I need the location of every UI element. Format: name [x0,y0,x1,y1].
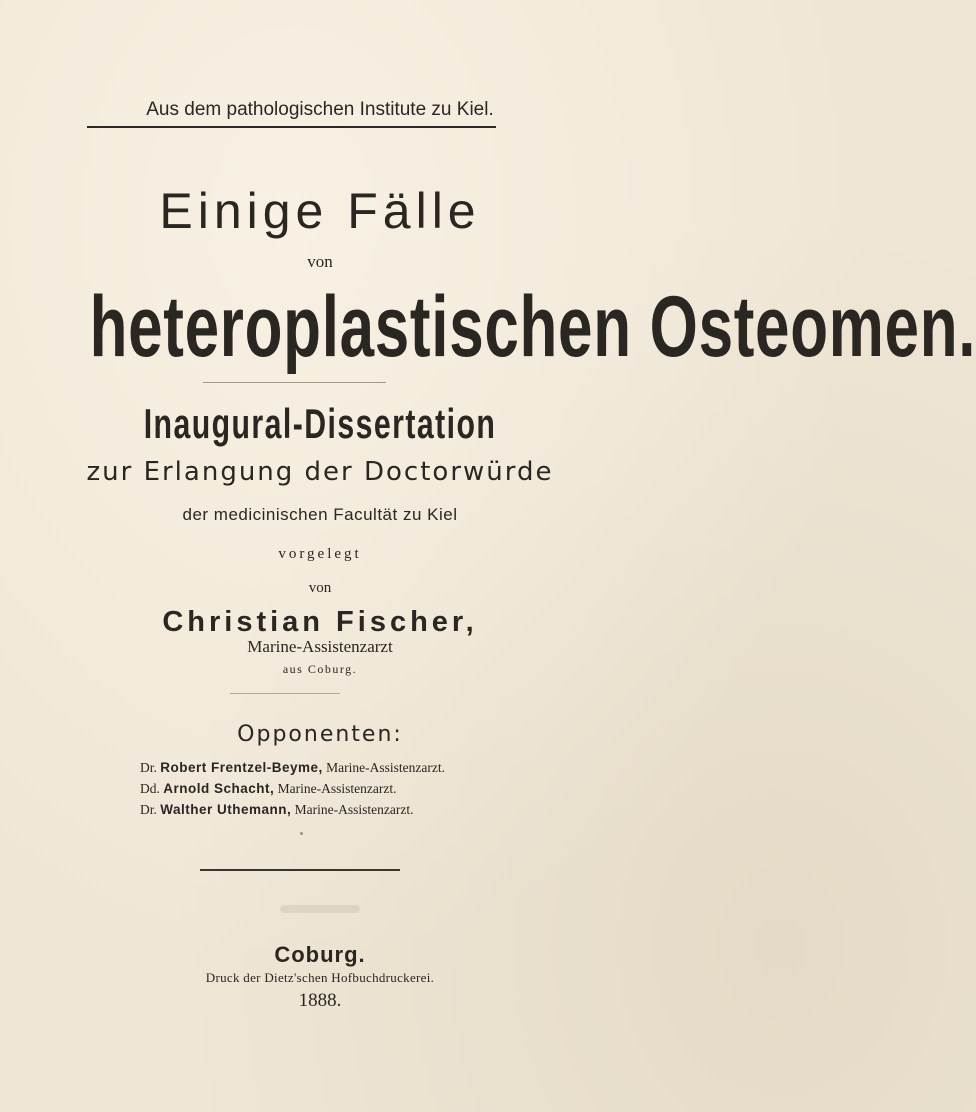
submitted-label: vorgelegt [278,546,362,562]
imprint-rule [200,869,400,871]
opponent-row [140,760,445,776]
imprint-printer: Druck der Dietz'schen Hofbuchdruckerei. [205,970,435,985]
header-underline [87,126,496,128]
opponent-name: Arnold Schacht, [163,781,275,796]
institute-line: Aus dem pathologischen Institute zu Kiel. [146,99,494,120]
opponent-title: Dr. [140,760,157,775]
author-name: Christian Fischer, [162,606,478,638]
opponent-role: Marine-Assistenzarzt. [326,760,446,775]
paper-smudge [280,905,360,913]
paper-spot [300,832,303,835]
author-role: Marine-Assistenzarzt [247,637,393,656]
opponent-name: Robert Frentzel-Beyme, [160,760,323,775]
opponent-title: Dr. [140,802,157,817]
faculty-line: der medicinischen Facultät zu Kiel [182,505,458,524]
by-label: von [308,580,332,596]
title-connector: von [307,252,333,271]
title-main: Einige Fälle [159,183,481,239]
opponents-heading: Opponenten: [237,722,403,747]
author-origin: aus Coburg. [282,662,358,676]
imprint-year: 1888. [298,990,342,1011]
divider-rule [203,382,386,383]
opponent-name: Walther Uthemann, [160,802,292,817]
opponent-title: Dd. [140,781,160,796]
opponent-role: Marine-Assistenzarzt. [277,781,397,796]
dissertation-kind: Inaugural-Dissertation [143,400,497,447]
imprint-place: Coburg. [274,942,366,967]
dissertation-purpose: zur Erlangung der Doctorwürde [86,457,554,487]
opponent-role: Marine-Assistenzarzt. [294,802,414,817]
title-subject: heteroplastischen Osteomen. [89,279,976,375]
divider-rule-small [230,693,340,694]
opponent-row [140,802,413,818]
opponent-row [140,781,396,797]
